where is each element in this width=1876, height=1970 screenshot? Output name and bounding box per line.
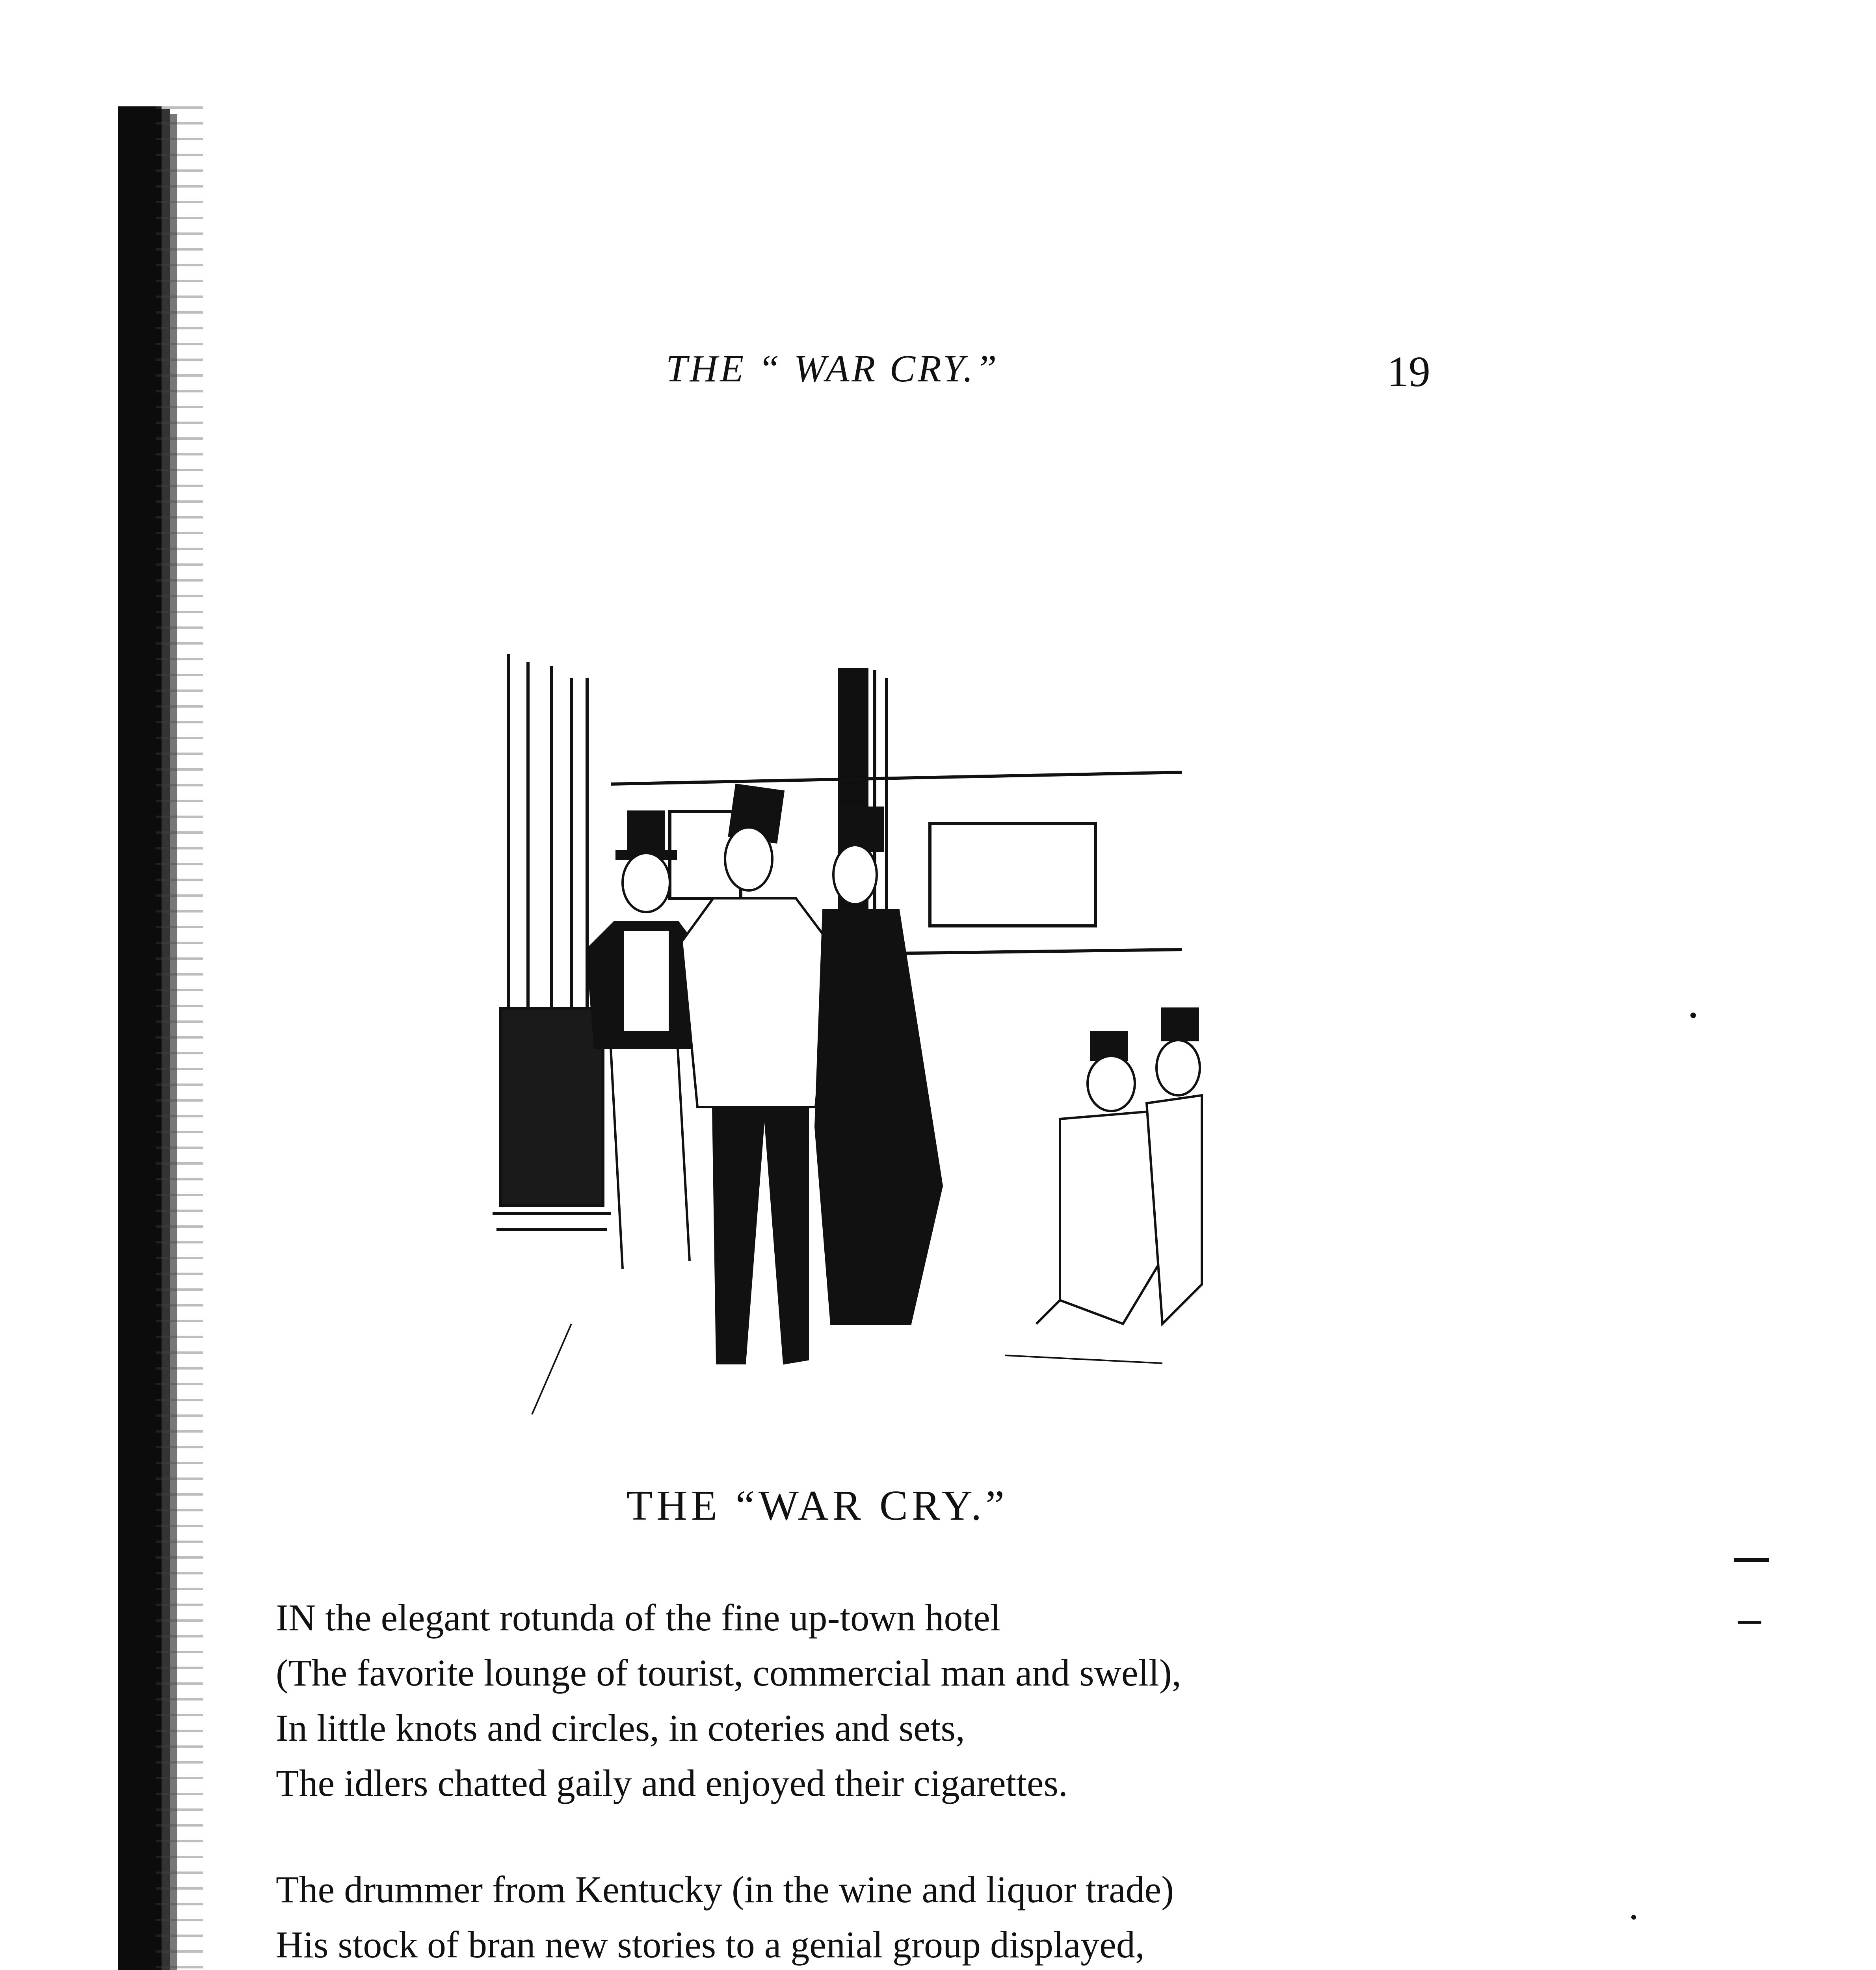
stanza-line: The idlers chatted gaily and enjoyed their cigarettes. — [276, 1762, 1068, 1804]
page-number: 19 — [1387, 348, 1430, 396]
stanza-1 — [276, 1596, 1181, 1816]
man-right-frock-coat — [816, 808, 942, 1324]
rotunda-illustration — [493, 654, 1214, 1414]
stanza-line: His stock of bran new stories to a genial group displayed, — [276, 1924, 1145, 1966]
stanza-line: The drummer from Kentucky (in the wine and liquor trade) — [276, 1868, 1174, 1911]
stanza-line: IN the elegant rotunda of the fine up-town hotel — [276, 1596, 1001, 1639]
running-head: THE “ WAR CRY.” — [666, 348, 999, 390]
stanza-line: In little knots and circles, in coteries and sets, — [276, 1707, 965, 1749]
poem-title: THE “WAR CRY.” — [627, 1482, 1008, 1529]
stanza-2 — [276, 1868, 1174, 1970]
margin-mark — [1734, 1558, 1769, 1562]
book-spine-shadow — [118, 106, 162, 1970]
scan-edge-noise — [156, 106, 203, 1970]
seated-men-right — [1036, 1009, 1202, 1324]
stanza-line: (The favorite lounge of tourist, commercial man and swell), — [276, 1652, 1181, 1694]
margin-speck — [1690, 1013, 1696, 1018]
margin-mark — [1738, 1621, 1761, 1624]
man-center-back-view — [682, 785, 831, 1363]
margin-speck — [1631, 1915, 1636, 1920]
column-left — [493, 654, 611, 1229]
